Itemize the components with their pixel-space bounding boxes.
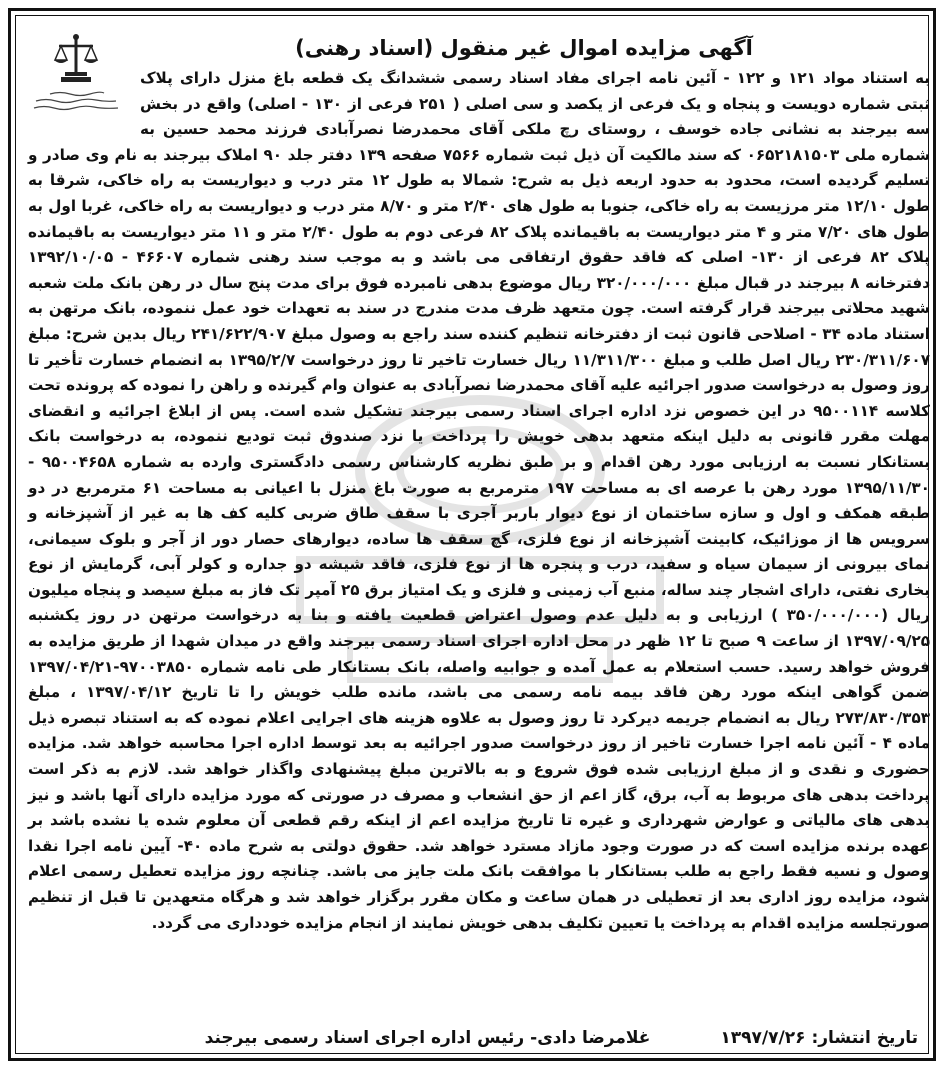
logo-spacer: [28, 66, 140, 138]
notice-body-paragraph: به استناد مواد ۱۲۱ و ۱۲۲ - آئین نامه اجرای مفاد اسناد رسمی ششدانگ یک قطعه باغ منزل دارای پلاک ثبتی شماره دویست و پنجاه و یک فرعی از یکصد و سی اصلی ( ۲۵۱ فرعی از ۱۳۰ - اصلی) واقع در بخش سه بیرجند به نشانی جاده خوسف ، روستای رچ ملکی آقای محمدرضا نصرآبادی فرزند محمد حسین به شماره ملی ۰۶۵۲۱۸۱۵۰۳ که سند مالکیت آن ذیل ثبت شماره ۷۵۶۶ صفحه ۱۳۹ دفتر جلد ۹۰ املاک بیرجند به نام وی صادر و تسلیم گردیده است، محدود به حدود اربعه ذیل به شرح: شمالا به طول ۱۲ متر درب و دیواریست به راه خاکی، شرقا به طول ۱۲/۱۰ متر مرزیست به راه خاکی، جنوبا به طول های ۲/۴۰ متر و ۸/۷۰ متر درب و دیواریست به راه خاکی، غربا اول به طول های ۷/۲۰ متر و ۴ متر دیواریست به باقیمانده پلاک ۸۲ فرعی دوم به طول ۲/۴۰ متر و ۱۱ متر دیواریست به باقیمانده پلاک ۸۲ فرعی از ۱۳۰- اصلی که فاقد حقوق ارتفاقی می باشد و به موجب سند رهنی شماره ۴۶۶۰۷ - ۱۳۹۲/۱۰/۰۵ دفترخانه ۸ بیرجند در قبال مبلغ ۳۲۰/۰۰۰/۰۰۰ ریال موضوع بدهی نامبرده فوق برای مدت پنج سال در رهن بانک ملت شعبه شهید محلاتی بیرجند قرار گرفته است. چون متعهد ظرف مدت مندرج در سند به تعهدات خود عمل ننموده، بانک مرتهن به استناد ماده ۳۴ - اصلاحی قانون ثبت از دفترخانه تنظیم کننده سند راجع به وصول مبلغ ۲۴۱/۶۲۲/۹۰۷ ریال بدین شرح: مبلغ ۲۳۰/۳۱۱/۶۰۷ ریال اصل طلب و مبلغ ۱۱/۳۱۱/۳۰۰ ریال خسارت تاخیر تا روز درخواست ۱۳۹۵/۲/۷ به انضمام خسارت تأخیر تا روز وصول به درخواست صدور اجرائیه علیه آقای محمدرضا نصرآبادی به عنوان وام گیرنده و راهن را نموده که پرونده تحت کلاسه ۹۵۰۰۱۱۴ در این خصوص نزد اداره اجرای اسناد رسمی بیرجند تشکیل شده است. پس از ابلاغ اجرائیه و انقضای مهلت مقرر قانونی به دلیل اینکه متعهد بدهی خویش را پرداخت یا نزد صندوق ثبت تودیع ننموده، به درخواست بانک بستانکار نسبت به ارزیابی مورد رهن اقدام و بر طبق نظریه کارشناس رسمی دادگستری وارده به شماره ۹۵۰۰۴۶۵۸ - ۱۳۹۵/۱۱/۳۰ مورد رهن با عرصه ای به مساحت ۱۹۷ مترمربع به صورت باغ منزل با اعیانی به مساحت ۶۱ مترمربع در دو طبقه همکف و اول و سازه ساختمان از نوع دیوار باربر آجری با سقف طاق ضربی کلیه کف ها به غیر از آشپزخانه و سرویس ها از موزائیک، کابینت آشپزخانه از نوع فلزی، گچ سقف ها ساده، دیوارهای حصار دور از آجر و بلوک سیمانی، نمای بیرونی از سیمان سیاه و سفید، درب و پنجره ها از نوع فلزی، فاقد شیشه دو جداره و کولر آبی، گرمایش از نوع بخاری نفتی، دارای اشجار چند ساله، منبع آب زمینی و فلزی و یک امتیاز برق ۲۵ آمپر تک فاز به مبلغ سیصد و پنجاه میلیون ریال (۳۵۰/۰۰۰/۰۰۰ ) ارزیابی و به دلیل عدم وصول اعتراض قطعیت یافته و بنا به درخواست مرتهن در روز یکشنبه ۱۳۹۷/۰۹/۲۵ از ساعت ۹ صبح تا ۱۲ ظهر در محل اداره اجرای اسناد رسمی بیرجند واقع در میدان شهدا از طریق مزایده به فروش خواهد رسید. حسب استعلام به عمل آمده و جوابیه واصله، بانک بستانکار طی نامه شماره ۹۷۰۰۳۸۵۰-۱۳۹۷/۰۴/۲۱ ضمن گواهی اینکه مورد رهن فاقد بیمه نامه رسمی می باشد، مانده طلب خویش را تا تاریخ ۱۳۹۷/۰۴/۱۲ ، مبلغ ۲۷۳/۸۳۰/۳۵۳ ریال به انضمام جریمه دیرکرد تا روز وصول به علاوه هزینه های اجرایی اعلام نموده که به استناد تبصره ذیل ماده ۴ - آئین نامه اجرا خسارت تاخیر از روز درخواست صدور اجرائیه به بعد توسط اداره اجرا محاسبه خواهد شد. مزایده حضوری و نقدی و از مبلغ ارزیابی شده فوق شروع و به بالاترین مبلغ پیشنهادی واگذار خواهد شد. لازم به ذکر است پرداخت بدهی های مربوط به آب، برق، گاز اعم از حق انشعاب و مصرف در صورتی که مورد مزایده دارای آنها باشد و نیز بدهی های مالیاتی و عوارض شهرداری و غیره تا تاریخ مزایده اعم از اینکه رقم قطعی آن معلوم شده یا نشده باشد بر عهده برنده مزایده است که در صورت وجود مازاد مسترد خواهد شد. حقوق دولتی به شرح ماده ۴۰- آیین نامه اجرا نقدا وصول و نسیه فقط راجع به طلب بستانکار با موافقت بانک ملت جایز می باشد. چنانچه روز مزایده تعطیل رسمی اعلام شود، مزایده روز اداری بعد از تعطیلی در همان ساعت و مکان مقرر برگزار خواهد شد و هرگاه متعهدین تا قبل از تنظیم صورتجلسه مزایده اقدام به پرداخت یا تعیین تکلیف بدهی خویش نمایند از انجام مزایده خودداری می گردد.: [28, 69, 931, 932]
notice-footer: [30, 1026, 918, 1050]
publish-date-label: تاریخ انتشار:: [811, 1028, 918, 1048]
publish-date-value: ۱۳۹۷/۷/۲۶: [720, 1028, 806, 1048]
signature-line: غلامرضا دادی- رئیس اداره اجرای اسناد رسمی بیرجند: [204, 1028, 651, 1048]
notice-title: آگهی مزایده اموال غیر منقول (اسناد رهنی): [295, 36, 753, 60]
notice-body: [28, 66, 930, 936]
